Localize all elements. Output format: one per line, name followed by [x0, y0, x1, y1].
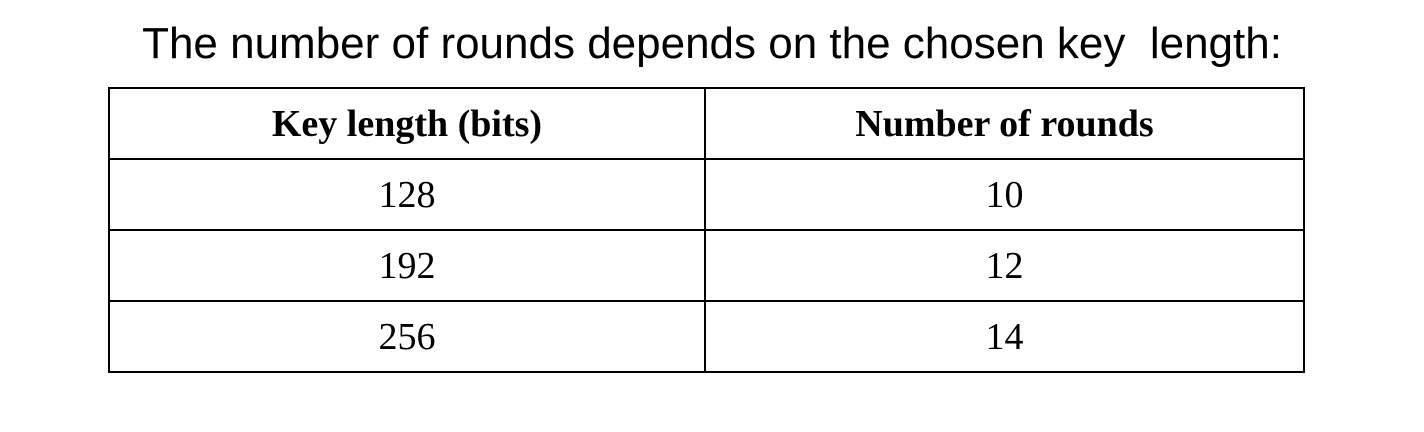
rounds-cell: 10: [705, 159, 1304, 230]
key-length-cell: 192: [109, 230, 705, 301]
key-length-cell: 128: [109, 159, 705, 230]
page-heading: The number of rounds depends on the chosen key length:: [142, 19, 1282, 68]
column-header-key-length: Key length (bits): [109, 88, 705, 159]
table-row: [109, 159, 1304, 230]
rounds-cell: 12: [705, 230, 1304, 301]
table-header-row: [109, 88, 1304, 159]
column-header-number-of-rounds: Number of rounds: [705, 88, 1304, 159]
table-row: [109, 301, 1304, 372]
key-length-cell: 256: [109, 301, 705, 372]
rounds-cell: 14: [705, 301, 1304, 372]
table-row: [109, 230, 1304, 301]
rounds-table: [108, 87, 1305, 373]
